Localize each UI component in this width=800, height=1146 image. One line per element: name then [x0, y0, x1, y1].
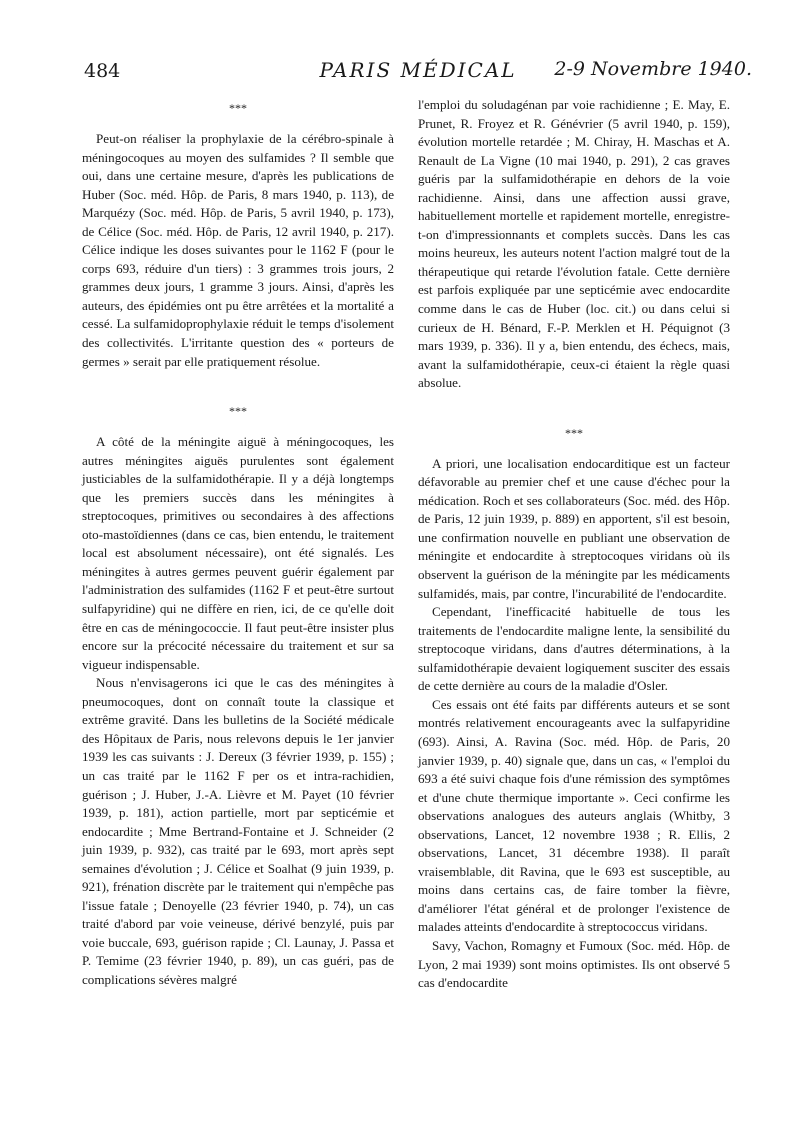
section-separator: ***	[565, 425, 583, 440]
paragraph-prophylaxie: Peut-on réaliser la prophylaxie de la cérébro-spinale à méningocoques au moyen des sulfamides ? Il semble que oui, dans une certaine mesure, d'après les publications de Huber (Soc. méd. Hôp. de Paris, 8 mars 1940, p. 113), de Marquézy (Soc. méd. Hôp. de Paris, 5 avril 1940, p. 173), de Célice (Soc. méd. Hôp. de Paris, 12 avril 1940, p. 217). Célice indique les doses suivantes pour le 1162 F (pour le corps 693, réduire d'un tiers) : 3 grammes trois jours, 2 grammes deux jours, 1 gramme 3 jours. Ainsi, d'après les auteurs, des épidémies ont pu être arrêtées et la mortalité a cessé. La sulfamidoprophylaxie réduit le temps d'isolement des collectivités. L'irritante question des « porteurs de germes » serait par elle pratiquement résolue.	[82, 131, 394, 369]
paragraph-meningites-purulentes: A côté de la méningite aiguë à méningocoques, les autres méningites aiguës purulentes sont également justiciables de la sulfamidothérapie. Il y a déjà longtemps que les premiers succès dans les méningites à streptocoques, primitives ou secondaires à des affections oto-mastoïdiennes (dans ce cas, bien entendu, le traitement local est absolument nécessaire), ont été signalés. Les méningites à autres germes peuvent guérir également par l'administration des sulfamides (1162 F et peut-être surtout sulfapyridine) qui ne diffère en rien, ici, de ce qu'elle doit être en cas de méningococcie. Il faut peut-être insister plus encore sur la précocité nécessaire du traitement et sur sa vigueur indispensable.	[82, 434, 394, 672]
paragraph-a-priori: A priori, une localisation endocarditique est un facteur défavorable au premier chef et une cause d'échec pour la médication. Roch et ses collaborateurs (Soc. méd. des Hôp. de Paris, 12 juin 1939, p. 889) en apportent, s'il est besoin, une confirmation nouvelle en publiant une observation de méningite et endocardite à streptocoques viridans où ils observent la guérison de la méningite par les médicaments sulfamidés, mais, par contre, l'incurabilité de l'endocardite.	[418, 455, 730, 601]
section-separator: ***	[229, 101, 247, 115]
page-number: 484	[84, 60, 121, 82]
left-column	[82, 96, 394, 990]
paragraph-savy: Savy, Vachon, Romagny et Fumoux (Soc. méd. Hôp. de Lyon, 2 mai 1939) sont moins optimistes. Ils ont observé 5 cas d'endocardite	[418, 937, 730, 991]
paragraph-continuation: l'emploi du soludagénan par voie rachidienne ; E. May, E. Prunet, R. Froyez et R. Génévrier (5 avril 1940, p. 159), évolution mortelle retardée ; M. Chiray, H. Maschas et A. Renault de La Vigne (10 mai 1940, p. 291), 2 cas graves guéris par la sulfamidothérapie en dehors de la voie rachidienne. Ainsi, dans une affection aussi grave, habituellement mortelle et rapidement mortelle, enregistre-t-on d'impressionnants et complets succès. Dans les cas moins heureux, les auteurs notent l'action malgré tout de la thérapeutique qui retarde l'évolution fatale. Cette dernière est parfois expliquée par une septicémie avec endocardite comme dans le cas de Huber (loc. cit.) ou dans celui si curieux de H. Bénard, F.-P. Merklen et H. Péquignot (3 mars 1939, p. 336). Il y a, bien entendu, des échecs, mais, avant la sulfamidothérapie, ceux-ci étaient la règle quasi absolue.	[418, 97, 730, 391]
issue-date: 2-9 Novembre 1940.	[554, 58, 752, 80]
page-header	[84, 56, 752, 90]
paragraph-ces-essais: Ces essais ont été faits par différents auteurs et se sont montrés relativement encourageants avec la sulfapyridine (693). Ainsi, A. Ravina (Soc. méd. Hôp. de Paris, 20 janvier 1939, p. 40) signale que, dans un cas, « l'emploi du 693 a été suivi chaque fois d'une rémission des symptômes et d'une chute thermique importante ». Ceci confirme les observations analogues des auteurs anglais (Whitby, 3 observations, Lancet, 12 novembre 1938 ; R. Ellis, 2 observations, Lancet, 31 décembre 1938). Il paraît vraisemblable, dit Ravina, que le 693 est susceptible, au moins dans certains cas, de faire tomber la fièvre, d'améliorer l'état général et de prolonger l'existence de malades atteints d'endocardite à streptococcus viridans.	[418, 696, 730, 935]
paragraph-pneumocoques: Nous n'envisagerons ici que le cas des méningites à pneumocoques, dont on connaît toute la classique et extrême gravité. Dans les bulletins de la Société médicale des Hôpitaux de Paris, nous relevons depuis le 1er janvier 1939 les cas suivants : J. Dereux (3 février 1939, p. 155) ; un cas traité par le 1162 F per os et intra-rachidien, guérison ; J. Huber, J.-A. Lièvre et M. Payet (10 février 1939, p. 181), action partielle, mort par septicémie et endocardite ; Mme Bertrand-Fontaine et J. Schneider (2 juin 1939, p. 932), cas traité par le 693, mort après sept semaines d'évolution ; J. Célice et Soalhat (9 juin 1939, p. 921), frénation discrète par le traitement qui n'empêche pas l'issue fatale ; Denoyelle (23 février 1940, p. 74), un cas traité d'abord par voie veineuse, dérivé benzylé, puis par voie buccale, 693, guérison rapide ; Cl. Launay, J. Passa et P. Temime (23 février 1940, p. 89), un cas guéri, pas de complications sévères malgré	[82, 675, 394, 987]
section-separator: ***	[229, 404, 247, 419]
journal-title: PARIS MÉDICAL	[319, 58, 517, 82]
paragraph-cependant: Cependant, l'inefficacité habituelle de tous les traitements de l'endocardite maligne lente, la sensibilité du streptocoque viridans, dans d'autres déterminations, à la sulfamidothérapie devaient logiquement susciter des essais de cette dernière au cours de la maladie d'Osler.	[418, 604, 730, 694]
right-column	[418, 96, 730, 993]
